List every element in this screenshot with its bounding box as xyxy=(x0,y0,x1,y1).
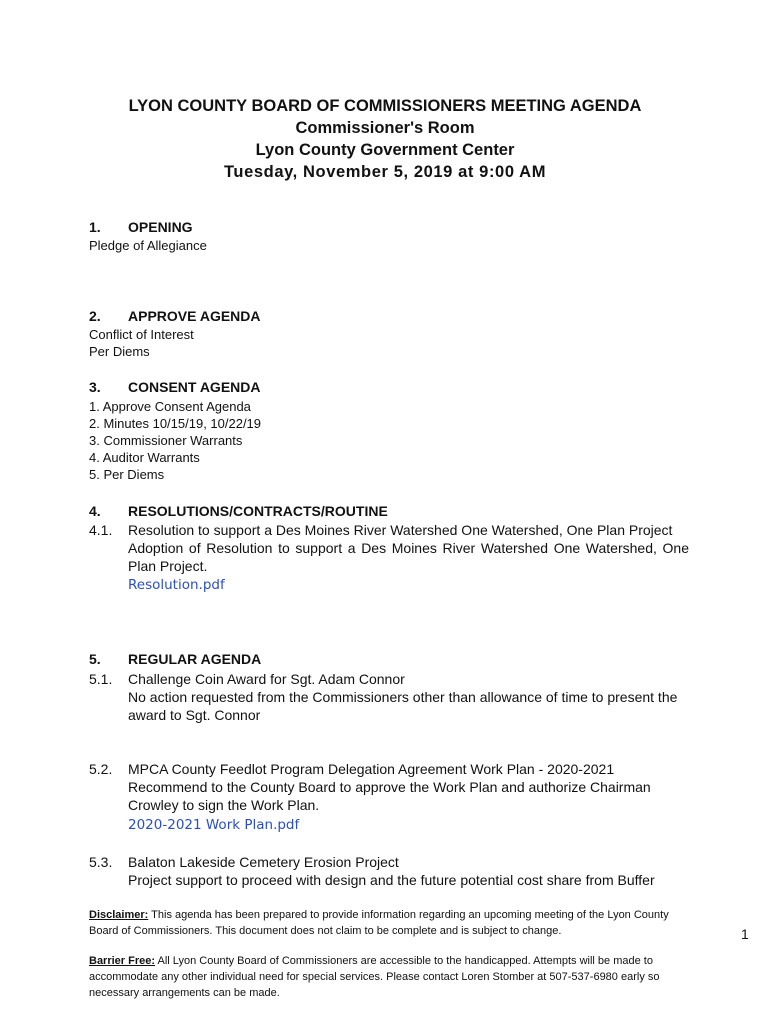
section-title: REGULAR AGENDA xyxy=(128,651,262,667)
work-plan-pdf-link[interactable]: 2020-2021 Work Plan.pdf xyxy=(128,817,300,833)
meeting-room: Commissioner's Room xyxy=(295,119,475,137)
section-resolutions-heading xyxy=(89,503,388,519)
item-title: Resolution to support a Des Moines River Watershed One Watershed, One Plan Project xyxy=(128,522,673,538)
item-number: 5.1. xyxy=(89,671,113,687)
list-item: Per Diems xyxy=(89,344,150,359)
list-item: 1. Approve Consent Agenda xyxy=(89,399,251,414)
item-number: 4.1. xyxy=(89,522,113,538)
section-regular-heading xyxy=(89,651,261,667)
agenda-title: LYON COUNTY BOARD OF COMMISSIONERS MEETING AGENDA xyxy=(128,97,642,115)
disclaimer-text: This agenda has been prepared to provide information regarding an upcoming meeting of the Lyon County Board of Commissioners. This document does not claim to be complete and is subject to change. xyxy=(89,909,669,937)
section-number: 3. xyxy=(89,379,101,395)
section-consent-body xyxy=(89,398,261,483)
meeting-datetime: Tuesday, November 5, 2019 at 9:00 AM xyxy=(223,163,547,181)
agenda-header xyxy=(0,95,770,183)
agenda-item-4-1 xyxy=(89,521,689,594)
item-description: Project support to proceed with design and the future potential cost share from Buffer xyxy=(128,872,655,888)
section-title: CONSENT AGENDA xyxy=(128,379,261,395)
barrier-free-text: All Lyon County Board of Commissioners are accessible to the handicapped. Attempts will be made to accommodate any other individual need for special services. Please contact Loren Stomber at 507-537-6980 early so necessary arrangements can be made. xyxy=(89,955,660,999)
section-opening-heading xyxy=(89,219,193,235)
section-number: 5. xyxy=(89,651,101,667)
item-number: 5.2. xyxy=(89,761,113,777)
section-approve-body xyxy=(89,326,194,360)
list-item: Pledge of Allegiance xyxy=(89,238,207,253)
item-title: Balaton Lakeside Cemetery Erosion Project xyxy=(128,854,399,870)
page-number: 1 xyxy=(741,926,749,942)
agenda-item-5-3 xyxy=(89,853,689,889)
section-title: APPROVE AGENDA xyxy=(128,308,261,324)
barrier-free-notice xyxy=(89,953,679,1001)
agenda-item-5-1 xyxy=(89,670,689,724)
list-item: Conflict of Interest xyxy=(89,327,194,342)
section-number: 1. xyxy=(89,219,101,235)
section-number: 2. xyxy=(89,308,101,324)
section-title: OPENING xyxy=(128,219,193,235)
list-item: 3. Commissioner Warrants xyxy=(89,433,243,448)
section-number: 4. xyxy=(89,503,101,519)
section-consent-heading xyxy=(89,379,261,395)
resolution-pdf-link[interactable]: Resolution.pdf xyxy=(128,577,225,593)
item-title: Challenge Coin Award for Sgt. Adam Connor xyxy=(128,671,405,687)
disclaimer-label: Disclaimer: xyxy=(89,909,149,921)
agenda-item-5-2 xyxy=(89,760,689,834)
section-opening-body xyxy=(89,237,207,254)
item-description: Adoption of Resolution to support a Des Moines River Watershed One Watershed, One Plan Project. xyxy=(128,540,689,574)
item-description: No action requested from the Commissioners other than allowance of time to present the award to Sgt. Connor xyxy=(128,689,678,723)
list-item: 4. Auditor Warrants xyxy=(89,450,200,465)
item-description: Recommend to the County Board to approve the Work Plan and authorize Chairman Crowley to sign the Work Plan. xyxy=(128,779,651,813)
item-title: MPCA County Feedlot Program Delegation Agreement Work Plan - 2020-2021 xyxy=(128,761,615,777)
meeting-location: Lyon County Government Center xyxy=(255,141,515,159)
item-number: 5.3. xyxy=(89,854,113,870)
section-approve-heading xyxy=(89,308,261,324)
list-item: 5. Per Diems xyxy=(89,467,165,482)
disclaimer xyxy=(89,907,679,939)
barrier-free-label: Barrier Free: xyxy=(89,955,156,967)
section-title: RESOLUTIONS/CONTRACTS/ROUTINE xyxy=(128,503,388,519)
list-item: 2. Minutes 10/15/19, 10/22/19 xyxy=(89,416,262,431)
